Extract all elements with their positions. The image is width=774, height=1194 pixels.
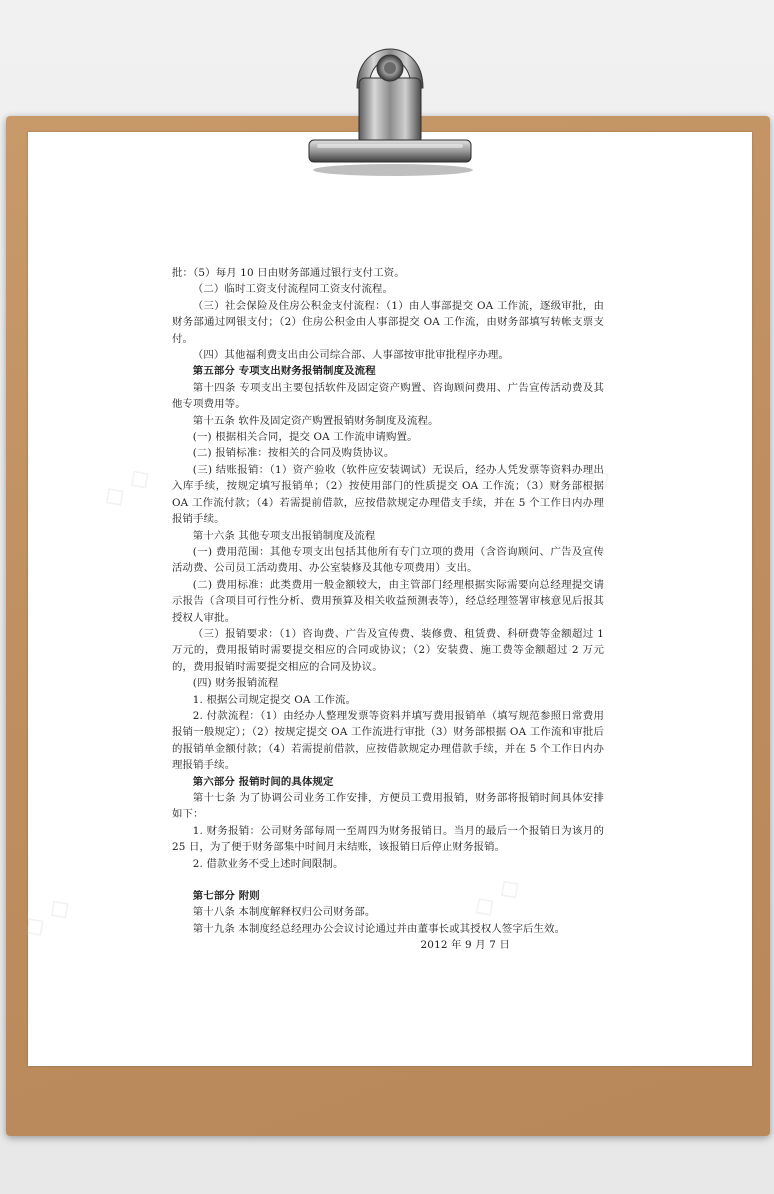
paragraph: （三）报销要求：（1）咨询费、广告及宣传费、装修费、租赁费、科研费等金额超过 1 万元的，费用报销时需要提交相应的合同或协议；（2）安装费、施工费等金额超过 2 万元的，费用报销时需要提交相应的合同及协议。 [172,627,604,673]
paragraph: 第十四条 专项支出主要包括软件及固定资产购置、咨询顾问费用、广告宣传活动费及其他专项费用等。 [172,381,604,411]
paragraph: 第十八条 本制度解释权归公司财务部。 [192,906,376,919]
binder-clip-icon [305,28,475,178]
section-gap [172,872,604,888]
paragraph: 1. 根据公司规定提交 OA 工作流。 [192,693,357,706]
paragraph: （二）临时工资支付流程同工资支付流程。 [192,283,394,296]
paragraph: （三）社会保险及住房公积金支付流程：（1）由人事部提交 OA 工作流，逐级审批，由财务部通过网银支付；（2）住房公积金由人事部提交 OA 工作流，由财务部填写转帐支票支付。 [172,299,604,345]
paragraph: 2. 借款业务不受上述时间限制。 [192,857,344,870]
paragraph: 1. 财务报销：公司财务部每周一至周四为财务报销日。当月的最后一个报销日为该月的 25 日，为了便于财务部集中时间月末结账，该报销日后停止财务报销。 [172,824,604,854]
paragraph: 第十五条 软件及固定资产购置报销财务制度及流程。 [192,414,439,427]
section-heading: 第六部分 报销时间的具体规定 [192,775,334,788]
document-date: 2012 年 9 月 7 日 [420,939,510,952]
paragraph: 批：（5）每月 10 日由财务部通过银行支付工资。 [172,267,405,279]
paragraph: (一) 根据相关合同，提交 OA 工作流申请购置。 [192,431,418,444]
paragraph: （四）其他福利费支出由公司综合部、人事部按审批审批程序办理。 [192,349,510,362]
paragraph: 2. 付款流程：（1）由经办人整理发票等资料并填写费用报销单（填写规范参照日常费用报销一般规定）；（2）按规定提交 OA 工作流进行审批（3）财务部根据 OA 工作流和审批后的报销单金额付款；（4）若需提前借款，应按借款规定办理借款手续，并在 5 个工作日内办理报销手续。 [172,709,604,772]
paragraph: 第十九条 本制度经总经理办公会议讨论通过并由董事长或其授权人签字后生效。 [192,922,566,935]
paragraph: (二) 报销标准：按相关的合同及购货协议。 [192,447,395,460]
document-body [172,265,604,954]
paragraph: 第十六条 其他专项支出报销制度及流程 [192,529,376,542]
section-heading: 第五部分 专项支出财务报销制度及流程 [192,365,376,378]
paragraph: (二) 费用标准：此类费用一般金额较大，由主管部门经理根据实际需要向总经理提交请示报告（含项目可行性分析、费用预算及相关收益预测表等），经总经理签署审核意见后报其授权人审批。 [172,578,604,624]
paragraph: 第十七条 为了协调公司业务工作安排，方便员工费用报销，财务部将报销时间具体安排如下： [172,792,604,821]
paragraph: (四) 财务报销流程 [192,677,279,690]
paragraph: (一) 费用范围：其他专项支出包括其他所有专门立项的费用（含咨询顾问、广告及宣传活动费、公司员工活动费用、办公室装修及其他专项费用）支出。 [172,545,604,575]
section-heading: 第七部分 附则 [192,890,260,903]
paragraph: (三) 结账报销：（1）资产验收（软件应安装调试）无误后，经办人凭发票等资料办理出入库手续，按规定填写报销单；（2）按使用部门的性质提交 OA 工作流；（3）财务部根据 OA 工作流付款；（4）若需提前借款，应按借款规定办理借支手续，并在 5 个工作日内办理报销手续。 [172,463,604,526]
